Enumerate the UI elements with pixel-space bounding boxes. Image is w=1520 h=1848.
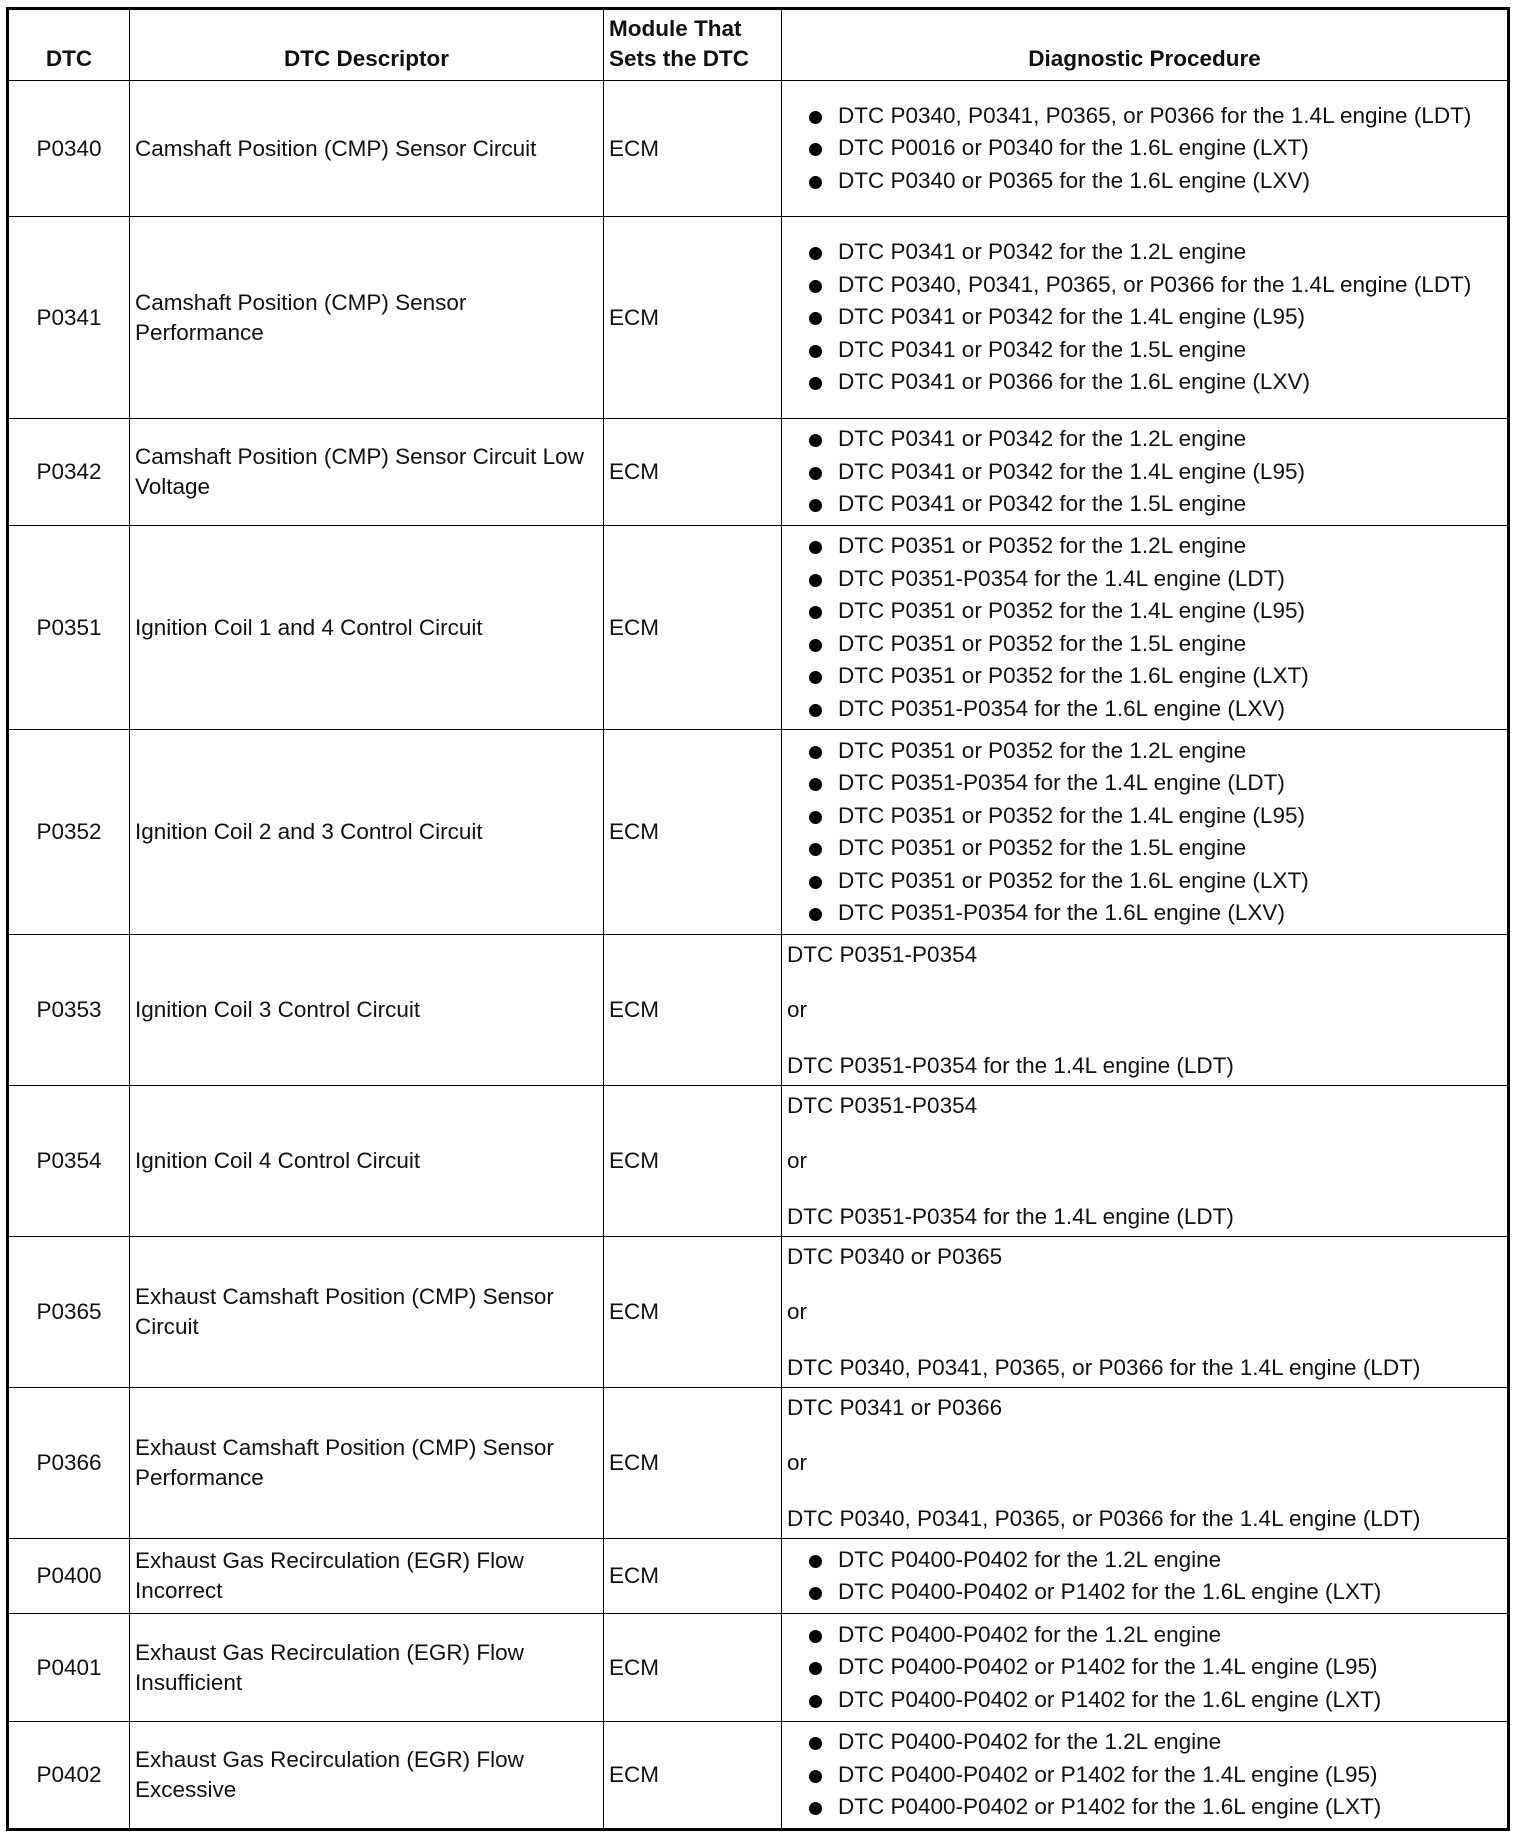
- procedure-line: DTC P0341 or P0366: [787, 1394, 1003, 1420]
- header-row: [8, 9, 1509, 81]
- dtc-code: P0340: [8, 81, 130, 217]
- procedure-item: DTC P0351-P0354 for the 1.6L engine (LXV): [787, 897, 1502, 930]
- table-row: [8, 935, 1509, 1086]
- dtc-code: P0366: [8, 1388, 130, 1539]
- header-descriptor: DTC Descriptor: [130, 9, 604, 81]
- procedure-list: [787, 735, 1502, 930]
- dtc-module: ECM: [604, 81, 782, 217]
- procedure-item: DTC P0340, P0341, P0365, or P0366 for the 1.4L engine (LDT): [787, 269, 1502, 302]
- procedure-list: [787, 236, 1502, 399]
- dtc-code: P0341: [8, 217, 130, 419]
- procedure-item: DTC P0400-P0402 or P1402 for the 1.4L engine (L95): [787, 1759, 1502, 1792]
- procedure-item: DTC P0016 or P0340 for the 1.6L engine (LXT): [787, 132, 1502, 165]
- procedure-text: [787, 1393, 1502, 1534]
- header-module-line1: Module That: [609, 16, 742, 41]
- procedure-item: DTC P0351 or P0352 for the 1.2L engine: [787, 530, 1502, 563]
- diagnostic-procedure: [782, 526, 1509, 730]
- table-row: [8, 526, 1509, 730]
- dtc-module: ECM: [604, 1722, 782, 1830]
- dtc-descriptor: Ignition Coil 2 and 3 Control Circuit: [130, 730, 604, 935]
- dtc-descriptor: Ignition Coil 3 Control Circuit: [130, 935, 604, 1086]
- procedure-item: DTC P0351 or P0352 for the 1.5L engine: [787, 628, 1502, 661]
- dtc-code: P0401: [8, 1614, 130, 1722]
- procedure-item: DTC P0351-P0354 for the 1.4L engine (LDT): [787, 767, 1502, 800]
- procedure-line: DTC P0351-P0354 for the 1.4L engine (LDT): [787, 1052, 1234, 1078]
- diagnostic-procedure: [782, 217, 1509, 419]
- table-row: [8, 217, 1509, 419]
- procedure-item: DTC P0351-P0354 for the 1.4L engine (LDT): [787, 563, 1502, 596]
- table-row: [8, 81, 1509, 217]
- diagnostic-procedure: [782, 1237, 1509, 1388]
- dtc-code: P0400: [8, 1539, 130, 1614]
- dtc-table: [6, 7, 1510, 1831]
- dtc-descriptor: Exhaust Camshaft Position (CMP) Sensor Circuit: [130, 1237, 604, 1388]
- dtc-descriptor: Exhaust Gas Recirculation (EGR) Flow Incorrect: [130, 1539, 604, 1614]
- table-row: [8, 1722, 1509, 1830]
- procedure-line: DTC P0340, P0341, P0365, or P0366 for the 1.4L engine (LDT): [787, 1354, 1421, 1380]
- procedure-item: DTC P0400-P0402 or P1402 for the 1.6L engine (LXT): [787, 1791, 1502, 1824]
- dtc-descriptor: Camshaft Position (CMP) Sensor Performance: [130, 217, 604, 419]
- dtc-module: ECM: [604, 1614, 782, 1722]
- table-row: [8, 1614, 1509, 1722]
- diagnostic-procedure: [782, 1539, 1509, 1614]
- procedure-text: [787, 1091, 1502, 1232]
- dtc-module: ECM: [604, 935, 782, 1086]
- procedure-item: DTC P0351 or P0352 for the 1.4L engine (L95): [787, 800, 1502, 833]
- diagnostic-procedure: [782, 1722, 1509, 1830]
- dtc-module: ECM: [604, 1086, 782, 1237]
- procedure-item: DTC P0351 or P0352 for the 1.2L engine: [787, 735, 1502, 768]
- dtc-descriptor: Camshaft Position (CMP) Sensor Circuit Low Voltage: [130, 419, 604, 526]
- diagnostic-procedure: [782, 935, 1509, 1086]
- procedure-or: or: [787, 1450, 808, 1475]
- procedure-item: DTC P0341 or P0342 for the 1.2L engine: [787, 236, 1502, 269]
- dtc-code: P0353: [8, 935, 130, 1086]
- diagnostic-procedure: [782, 1614, 1509, 1722]
- procedure-or: or: [787, 997, 808, 1022]
- procedure-item: DTC P0400-P0402 for the 1.2L engine: [787, 1726, 1502, 1759]
- procedure-item: DTC P0351-P0354 for the 1.6L engine (LXV): [787, 693, 1502, 726]
- procedure-list: [787, 530, 1502, 725]
- procedure-item: DTC P0351 or P0352 for the 1.4L engine (L95): [787, 595, 1502, 628]
- table-row: [8, 1388, 1509, 1539]
- dtc-module: ECM: [604, 1539, 782, 1614]
- procedure-item: DTC P0341 or P0342 for the 1.5L engine: [787, 488, 1502, 521]
- table-row: [8, 1086, 1509, 1237]
- dtc-descriptor: Exhaust Gas Recirculation (EGR) Flow Insufficient: [130, 1614, 604, 1722]
- table-body: [8, 81, 1509, 1830]
- procedure-item: DTC P0351 or P0352 for the 1.6L engine (LXT): [787, 660, 1502, 693]
- procedure-item: DTC P0340 or P0365 for the 1.6L engine (LXV): [787, 165, 1502, 198]
- table-row: [8, 730, 1509, 935]
- procedure-item: DTC P0341 or P0342 for the 1.4L engine (L95): [787, 301, 1502, 334]
- table-row: [8, 1539, 1509, 1614]
- header-module: [604, 9, 782, 81]
- procedure-or: or: [787, 1299, 808, 1324]
- dtc-code: P0352: [8, 730, 130, 935]
- procedure-list: [787, 100, 1502, 198]
- diagnostic-procedure: [782, 1086, 1509, 1237]
- procedure-line: DTC P0351-P0354 for the 1.4L engine (LDT): [787, 1203, 1234, 1229]
- procedure-line: DTC P0351-P0354: [787, 941, 978, 967]
- procedure-item: DTC P0351 or P0352 for the 1.6L engine (LXT): [787, 865, 1502, 898]
- dtc-descriptor: Ignition Coil 1 and 4 Control Circuit: [130, 526, 604, 730]
- procedure-item: DTC P0400-P0402 or P1402 for the 1.6L engine (LXT): [787, 1684, 1502, 1717]
- header-procedure: Diagnostic Procedure: [782, 9, 1509, 81]
- procedure-text: [787, 940, 1502, 1081]
- dtc-descriptor: Exhaust Gas Recirculation (EGR) Flow Excessive: [130, 1722, 604, 1830]
- dtc-descriptor: Camshaft Position (CMP) Sensor Circuit: [130, 81, 604, 217]
- header-dtc: DTC: [8, 9, 130, 81]
- procedure-item: DTC P0400-P0402 or P1402 for the 1.6L engine (LXT): [787, 1576, 1502, 1609]
- procedure-item: DTC P0340, P0341, P0365, or P0366 for the 1.4L engine (LDT): [787, 100, 1502, 133]
- procedure-line: DTC P0340, P0341, P0365, or P0366 for the 1.4L engine (LDT): [787, 1505, 1421, 1531]
- dtc-module: ECM: [604, 419, 782, 526]
- diagnostic-procedure: [782, 730, 1509, 935]
- diagnostic-procedure: [782, 81, 1509, 217]
- dtc-module: ECM: [604, 217, 782, 419]
- procedure-item: DTC P0341 or P0342 for the 1.2L engine: [787, 423, 1502, 456]
- table-row: [8, 419, 1509, 526]
- dtc-descriptor: Exhaust Camshaft Position (CMP) Sensor Performance: [130, 1388, 604, 1539]
- procedure-list: [787, 1619, 1502, 1717]
- procedure-item: DTC P0351 or P0352 for the 1.5L engine: [787, 832, 1502, 865]
- procedure-list: [787, 1544, 1502, 1609]
- dtc-module: ECM: [604, 1237, 782, 1388]
- procedure-item: DTC P0341 or P0342 for the 1.4L engine (L95): [787, 456, 1502, 489]
- procedure-item: DTC P0400-P0402 for the 1.2L engine: [787, 1619, 1502, 1652]
- dtc-code: P0365: [8, 1237, 130, 1388]
- diagnostic-procedure: [782, 1388, 1509, 1539]
- dtc-module: ECM: [604, 730, 782, 935]
- dtc-code: P0351: [8, 526, 130, 730]
- diagnostic-procedure: [782, 419, 1509, 526]
- dtc-code: P0354: [8, 1086, 130, 1237]
- procedure-item: DTC P0341 or P0342 for the 1.5L engine: [787, 334, 1502, 367]
- procedure-list: [787, 423, 1502, 521]
- procedure-item: DTC P0400-P0402 for the 1.2L engine: [787, 1544, 1502, 1577]
- procedure-list: [787, 1726, 1502, 1824]
- dtc-module: ECM: [604, 1388, 782, 1539]
- dtc-code: P0342: [8, 419, 130, 526]
- header-module-line2: Sets the DTC: [609, 46, 750, 71]
- procedure-text: [787, 1242, 1502, 1383]
- procedure-item: DTC P0341 or P0366 for the 1.6L engine (LXV): [787, 366, 1502, 399]
- dtc-code: P0402: [8, 1722, 130, 1830]
- dtc-descriptor: Ignition Coil 4 Control Circuit: [130, 1086, 604, 1237]
- dtc-module: ECM: [604, 526, 782, 730]
- procedure-or: or: [787, 1148, 808, 1173]
- procedure-line: DTC P0351-P0354: [787, 1092, 978, 1118]
- procedure-item: DTC P0400-P0402 or P1402 for the 1.4L engine (L95): [787, 1651, 1502, 1684]
- table-row: [8, 1237, 1509, 1388]
- procedure-line: DTC P0340 or P0365: [787, 1243, 1003, 1269]
